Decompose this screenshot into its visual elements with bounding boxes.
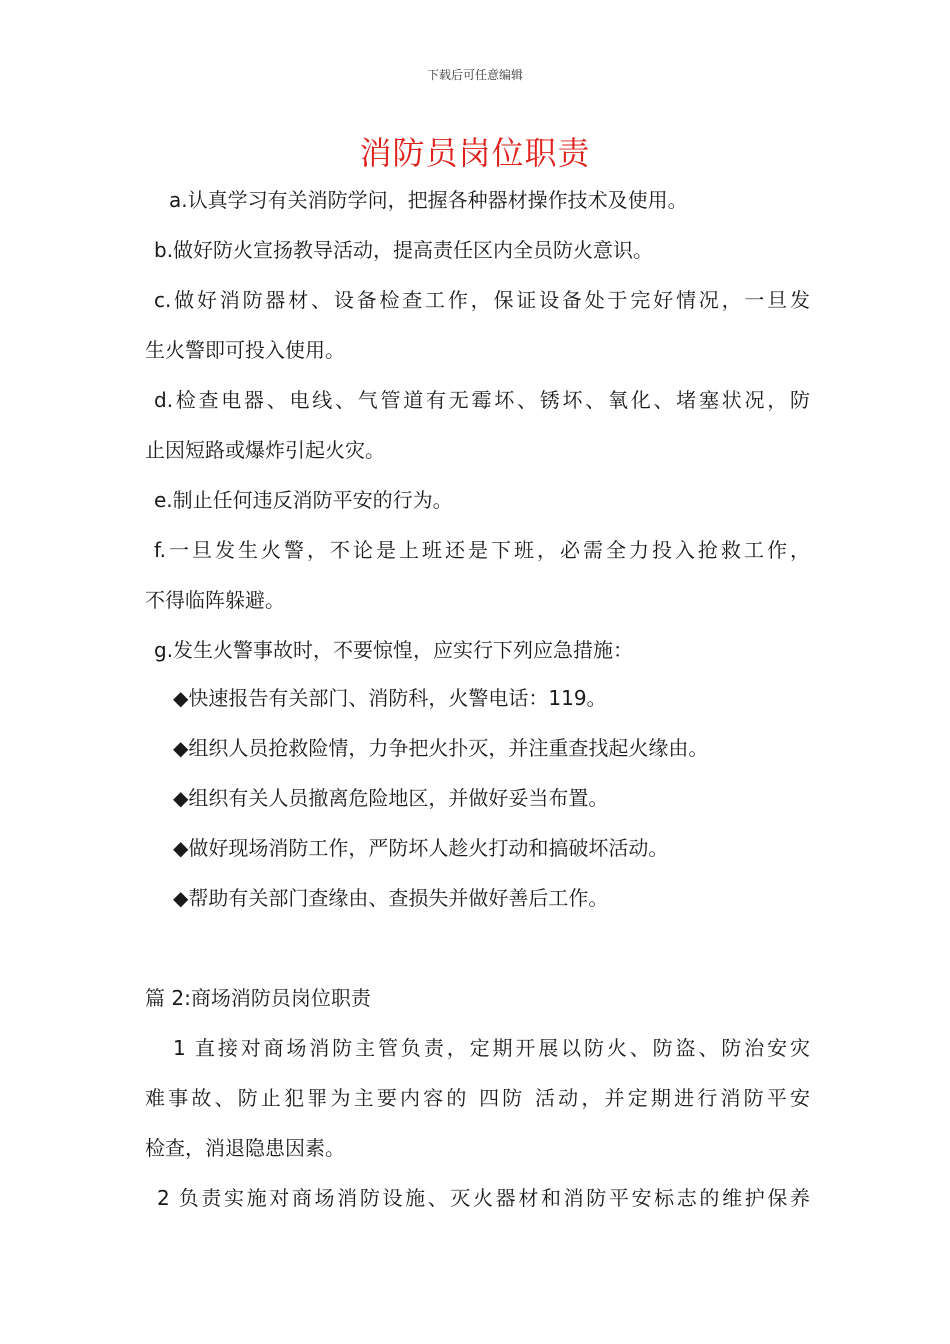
bullet-item: ◆组织有关人员撤离危险地区，并做好妥当布置。 bbox=[173, 786, 609, 810]
bullet-item: ◆做好现场消防工作，严防坏人趁火打动和搞破坏活动。 bbox=[173, 836, 669, 860]
document-title: 消防员岗位职责 bbox=[359, 134, 591, 172]
paragraph-line: 止因短路或爆炸引起火灾。 bbox=[145, 438, 385, 462]
paragraph-line: d.检查电器、电线、气管道有无霉坏、锈坏、氧化、堵塞状况，防 bbox=[154, 388, 810, 412]
section-heading: 篇 2:商场消防员岗位职责 bbox=[145, 986, 371, 1010]
bullet-item: ◆快速报告有关部门、消防科，火警电话：119。 bbox=[173, 686, 607, 710]
paragraph-line: g.发生火警事故时，不要惊惶，应实行下列应急措施： bbox=[154, 638, 634, 662]
paragraph-line: f.一旦发生火警，不论是上班还是下班，必需全力投入抢救工作， bbox=[154, 538, 810, 562]
paragraph-line: a.认真学习有关消防学问，把握各种器材操作技术及使用。 bbox=[169, 188, 688, 212]
paragraph-line: c.做好消防器材、设备检查工作，保证设备处于完好情况，一旦发 bbox=[154, 288, 810, 312]
paragraph-line: 难事故、防止犯罪为主要内容的 四防 活动，并定期进行消防平安 bbox=[145, 1086, 810, 1110]
bullet-item: ◆组织人员抢救险情，力争把火扑灭，并注重查找起火缘由。 bbox=[173, 736, 709, 760]
page-header-note: 下载后可任意编辑 bbox=[426, 68, 523, 82]
paragraph-line: b.做好防火宣扬教导活动，提高责任区内全员防火意识。 bbox=[154, 238, 654, 262]
bullet-item: ◆帮助有关部门查缘由、查损失并做好善后工作。 bbox=[173, 886, 609, 910]
paragraph-line: 不得临阵躲避。 bbox=[145, 588, 285, 612]
paragraph-line: e.制止任何违反消防平安的行为。 bbox=[154, 488, 453, 512]
paragraph-line: 生火警即可投入使用。 bbox=[145, 338, 345, 362]
paragraph-line: 2 负责实施对商场消防设施、灭火器材和消防平安标志的维护保养 bbox=[157, 1186, 810, 1210]
paragraph-line: 1 直接对商场消防主管负责，定期开展以防火、防盗、防治安灾 bbox=[173, 1036, 810, 1060]
paragraph-line: 检查，消退隐患因素。 bbox=[145, 1136, 345, 1160]
